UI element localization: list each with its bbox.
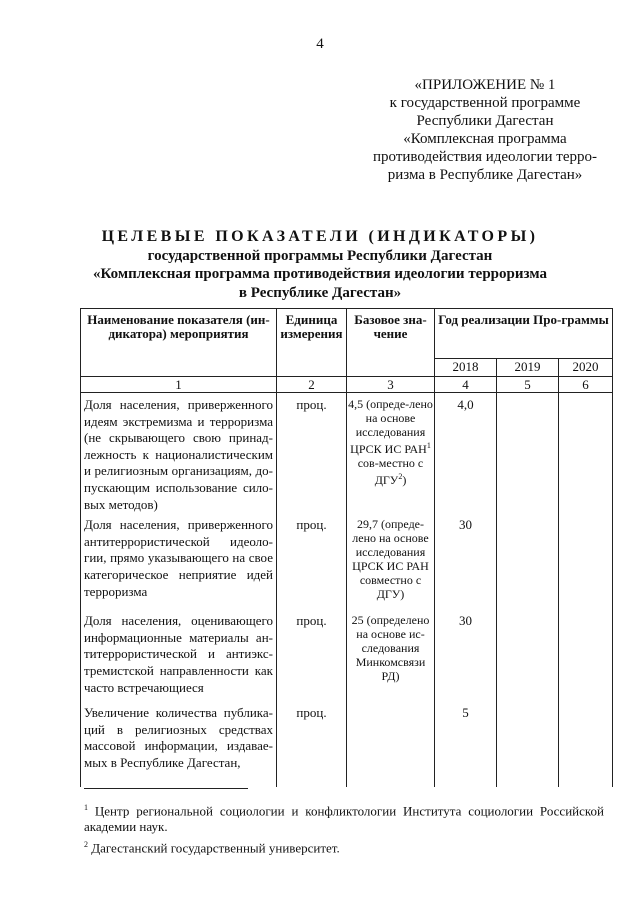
indicator-unit: проц.	[277, 701, 347, 787]
indicator-unit: проц.	[277, 513, 347, 609]
appendix-line: «Комплексная программа	[403, 131, 567, 147]
indicator-value-2020	[559, 513, 613, 609]
table-row	[81, 393, 613, 514]
title-line: в Республике Дагестан»	[238, 284, 402, 301]
header-year-2019: 2019	[497, 359, 559, 377]
column-number: 6	[559, 377, 613, 393]
column-number: 2	[277, 377, 347, 393]
indicator-value-2018: 30	[435, 513, 497, 609]
footnote: $^2$ Дагестанский государственный университет.	[84, 840, 340, 856]
indicator-value-2020	[559, 393, 613, 514]
header-unit: Единица измерения	[277, 309, 347, 377]
indicator-value-2018: 5	[435, 701, 497, 787]
indicator-value-2018: 4,0	[435, 393, 497, 514]
title-line: «Комплексная программа противодействия идеологии терроризма	[93, 266, 547, 282]
indicator-name: Увеличение количества публика-ций в религиозных средствах массовой информации, издавае-мых в Республике Дагестан,	[81, 701, 277, 787]
indicator-base-value: 29,7 (опреде-лено на основе исследования ЦРСК ИС РАН совместно с ДГУ)	[347, 513, 435, 609]
column-number: 3	[347, 377, 435, 393]
footnote-separator	[84, 788, 248, 789]
table-row	[81, 701, 613, 787]
column-number: 1	[81, 377, 277, 393]
indicator-name: Доля населения, приверженного антитеррористической идеоло-гии, прямо указывающего на свое категорическое неприятие идей терроризма	[81, 513, 277, 609]
header-base-value: Базовое зна-чение	[347, 309, 435, 377]
indicator-value-2019	[497, 609, 559, 701]
indicator-name: Доля населения, оценивающего информационные материалы ан-титеррористической и антиэкс-тремистской направленности как часто встречающиеся	[81, 609, 277, 701]
indicator-unit: проц.	[277, 393, 347, 514]
document-title	[80, 228, 560, 302]
title-line: ЦЕЛЕВЫЕ ПОКАЗАТЕЛИ (ИНДИКАТОРЫ)	[101, 228, 539, 245]
indicator-value-2018: 30	[435, 609, 497, 701]
indicator-value-2019	[497, 513, 559, 609]
title-line: государственной программы Республики Дагестан	[147, 247, 493, 264]
indicator-value-2020	[559, 609, 613, 701]
column-number: 4	[435, 377, 497, 393]
appendix-reference	[360, 76, 610, 184]
footnote: $^1$ Центр региональной социологии и конфликтологии Института социологии Российской академии наук.	[84, 803, 604, 835]
appendix-line: противодействия идеологии терро-	[372, 149, 598, 165]
header-year-2018: 2018	[435, 359, 497, 377]
page-number: 4	[316, 36, 324, 52]
appendix-line: Республики Дагестан	[416, 113, 554, 129]
indicator-name: Доля населения, приверженного идеям экстремизма и терроризма (не скрывающего свою принад-лежность к националистическим и религиозным организациям, до-пускающим использование сило-вых методов)	[81, 393, 277, 514]
indicator-base-value	[347, 701, 435, 787]
indicator-base-value: 4,5 (опреде-лено на основе исследования ЦРСК ИС РАН$^1$ сов-местно с ДГУ$^2$)	[347, 393, 435, 514]
appendix-line: ризма в Республике Дагестан»	[387, 167, 583, 183]
column-number: 5	[497, 377, 559, 393]
column-numbers-row	[81, 377, 613, 393]
footnotes	[84, 800, 604, 859]
indicator-base-value: 25 (определено на основе ис-следования Минкомсвязи РД)	[347, 609, 435, 701]
header-implementation-years: Год реализации Про-граммы	[435, 309, 613, 359]
table-row	[81, 513, 613, 609]
header-year-2020: 2020	[559, 359, 613, 377]
header-indicator-name: Наименование показателя (ин-дикатора) мероприятия	[81, 309, 277, 377]
indicators-table	[80, 308, 613, 787]
indicator-value-2020	[559, 701, 613, 787]
appendix-line: к государственной программе	[389, 95, 581, 111]
indicator-unit: проц.	[277, 609, 347, 701]
appendix-line: «ПРИЛОЖЕНИЕ № 1	[414, 77, 556, 93]
table-row	[81, 609, 613, 701]
indicator-value-2019	[497, 393, 559, 514]
indicator-value-2019	[497, 701, 559, 787]
